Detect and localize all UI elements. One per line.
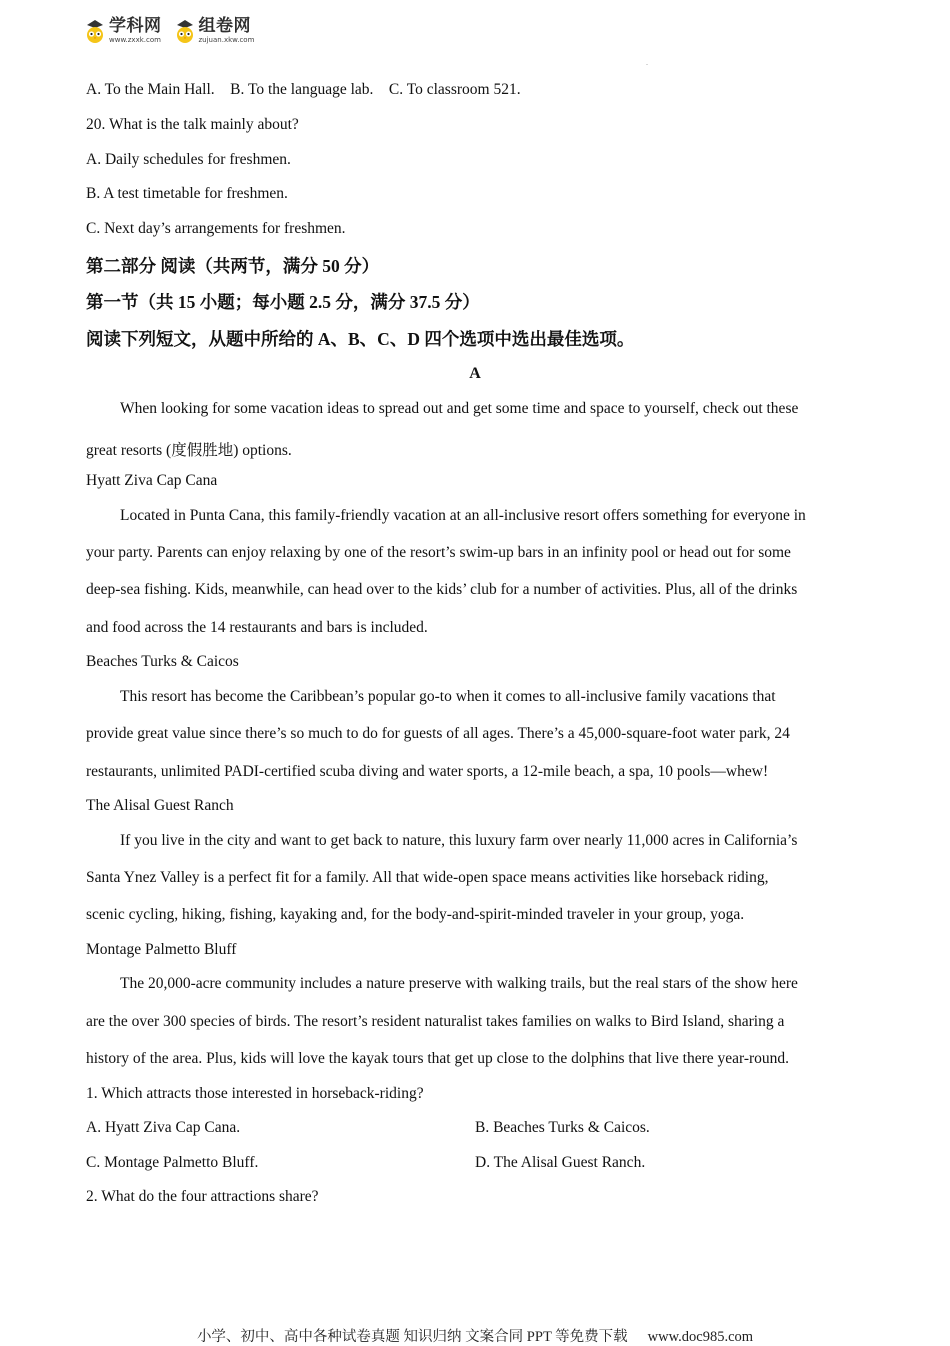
resort-paragraph-line: Located in Punta Cana, this family-friendly vacation at an all-inclusive resort offers something for everyone in (120, 507, 806, 524)
zxxk-logo[interactable] (84, 18, 162, 44)
resort-heading: Montage Palmetto Bluff (86, 941, 237, 958)
resort-paragraph-line: are the over 300 species of birds. The resort’s resident naturalist takes families on walks to Bird Island, sharing a (86, 1013, 785, 1030)
resort-paragraph-line: history of the area. Plus, kids will love the kayak tours that get up close to the dolphins that live there year-round. (86, 1050, 790, 1067)
intro-line: When looking for some vacation ideas to spread out and get some time and space to yourself, check out these (120, 400, 799, 417)
section-instruction: 阅读下列短文，从题中所给的 A、B、C、D 四个选项中选出最佳选项。 (86, 329, 635, 349)
resort-paragraph-line: deep-sea fishing. Kids, meanwhile, can head over to the kids’ club for a number of activities. Plus, all of the drinks (86, 581, 798, 598)
question-1-option-a: A. Hyatt Ziva Cap Cana. (86, 1119, 241, 1136)
intro-line: great resorts (度假胜地) options. (86, 442, 292, 459)
zxxk-logo-url: www.zxxk.com (109, 36, 161, 44)
footer-link[interactable]: www.doc985.com (647, 1329, 754, 1345)
q19-options (86, 81, 521, 99)
question-1-option-d: D. The Alisal Guest Ranch. (475, 1154, 646, 1171)
q19-option-a: A. To the Main Hall. (86, 81, 215, 98)
question-1-option-b: B. Beaches Turks & Caicos. (475, 1119, 650, 1136)
part-title: 第二部分 阅读（共两节，满分 50 分） (86, 256, 380, 276)
resort-paragraph-line: scenic cycling, hiking, fishing, kayaking and, for the body-and-spirit-minded traveler in your group, yoga. (86, 906, 745, 923)
q20-stem: 20. What is the talk mainly about? (86, 116, 299, 133)
resort-paragraph-line: This resort has become the Caribbean’s popular go-to when it comes to all-inclusive family vacations that (120, 688, 776, 705)
resort-paragraph-line: Santa Ynez Valley is a perfect fit for a family. All that wide-open space means activities like horseback riding, (86, 869, 769, 886)
owl-mascot-icon (174, 18, 196, 44)
question-1-stem: 1. Which attracts those interested in horseback-riding? (86, 1085, 424, 1102)
passage-label: A (469, 365, 481, 382)
footer (0, 1325, 950, 1346)
q19-option-b: B. To the language lab. (230, 81, 374, 98)
q20-option-c: C. Next day’s arrangements for freshmen. (86, 220, 346, 237)
q19-option-c: C. To classroom 521. (388, 81, 521, 98)
question-2-stem: 2. What do the four attractions share? (86, 1188, 319, 1205)
resort-heading: Hyatt Ziva Cap Cana (86, 472, 218, 489)
resort-paragraph-line: and food across the 14 restaurants and bars is included. (86, 619, 428, 636)
zujuan-logo-name: 组卷网 (198, 16, 251, 36)
resort-heading: Beaches Turks & Caicos (86, 653, 239, 670)
resort-heading: The Alisal Guest Ranch (86, 797, 234, 814)
q20-option-a: A. Daily schedules for freshmen. (86, 151, 291, 168)
resort-paragraph-line: If you live in the city and want to get back to nature, this luxury farm over nearly 11,000 acres in California’s (120, 832, 798, 849)
question-1-option-c: C. Montage Palmetto Bluff. (86, 1154, 259, 1171)
section-subtitle: 第一节（共 15 小题；每小题 2.5 分，满分 37.5 分） (86, 292, 480, 312)
footer-text: 小学、初中、高中各种试卷真题 知识归纳 文案合同 PPT 等免费下载 (196, 1329, 628, 1345)
resort-paragraph-line: The 20,000-acre community includes a nature preserve with walking trails, but the real stars of the show here (120, 975, 798, 992)
q20-option-b: B. A test timetable for freshmen. (86, 185, 288, 202)
zujuan-logo[interactable] (174, 18, 255, 44)
owl-mascot-icon (84, 18, 106, 44)
zujuan-logo-url: zujuan.xkw.com (198, 36, 255, 44)
stray-dot: . (646, 58, 648, 67)
resort-paragraph-line: your party. Parents can enjoy relaxing by one of the resort’s swim-up bars in an infinity pool or head out for some (86, 544, 791, 561)
header-logos (84, 14, 254, 48)
resort-paragraph-line: provide great value since there’s so much to do for guests of all ages. There’s a 45,000-square-foot water park, 24 (86, 725, 790, 742)
zxxk-logo-name: 学科网 (109, 16, 162, 36)
resort-paragraph-line: restaurants, unlimited PADI-certified scuba diving and water sports, a 12-mile beach, a spa, 10 pools—whew! (86, 763, 769, 780)
